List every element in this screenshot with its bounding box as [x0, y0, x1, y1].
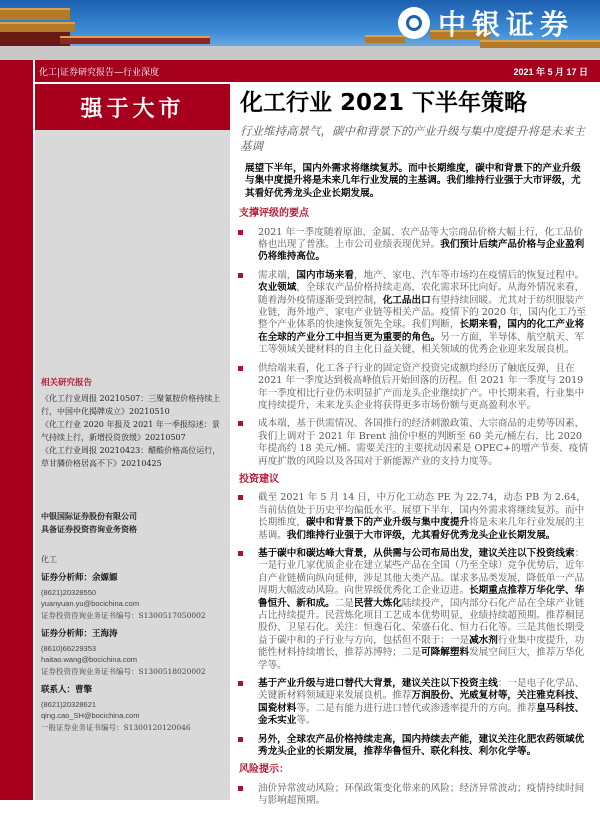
- bullet-point: [245, 734, 590, 759]
- body-text: 行业集中度提升，功能性材料持续增长，推荐苏博特；二是: [258, 634, 585, 659]
- related-report[interactable]: 《化工行业周报 20210423：醋酸价格高位运行，草甘膦价格居高不下》20210425: [41, 446, 221, 468]
- bullet-point: [245, 363, 590, 413]
- body-text: 油价异常波动风险；环保政策变化带来的风险；经济异常波动；疫情持续时间与影响超预期。: [258, 782, 585, 807]
- report-category: 化工|证券研究报告—行业深度: [39, 67, 160, 78]
- related-report[interactable]: 《化工行业周报 20210507：三聚氰胺价格持续上行，中国中化揭牌成立》20210510: [41, 394, 221, 416]
- bold-text: 农业领域: [258, 282, 297, 294]
- brand-banner: [0, 0, 600, 60]
- body-text: 截至 2021 年 5 月 14 日，中万化工动态 PE 为 22.74，动态 PB 为 2.64，当前估值处于历史平均偏低水平。展望下半年，国内外需求将继续复苏。而中长期维度，: [258, 492, 586, 529]
- bold-text: 万润股份、光威复材等，关注雅克科技、国瓷材料: [258, 690, 585, 714]
- related-heading: 相关研究报告: [41, 378, 93, 388]
- analyst-name: 证券分析师：余嫄嫄: [41, 573, 118, 583]
- analyst-cert: 一般证券业务证书编号：S1300120120046: [41, 722, 191, 732]
- company-name: 中银国际证券股份有限公司: [41, 511, 137, 521]
- analyst-email[interactable]: qing.cao_SH@bocichina.com: [41, 711, 140, 720]
- body-text: ：一是行业几家优质企业在建立某些产品在全国（乃至全球）竞争优势后，近年自产业链横向纵向延伸，涉足其他大类产品。谋求多品类发展，降低单一产品周期大幅波动风险。向世界级优秀化工企业迈进。: [258, 547, 585, 597]
- page-subtitle: 行业维持高景气，碳中和背景下的产业升级与集中度提升将是未来主基调: [240, 124, 585, 153]
- body-text: 二是: [334, 597, 354, 609]
- analyst-email[interactable]: yuanyuan.yu@bocichina.com: [41, 599, 140, 608]
- brand-logo: [398, 3, 574, 43]
- bullet-point: [245, 227, 590, 264]
- company-qualification: 具备证券投资咨询业务资格: [41, 524, 137, 534]
- brand-name: 中银证券: [438, 8, 575, 41]
- bold-text: 皇马科技、金禾实业: [258, 702, 585, 727]
- bold-text: 基于碳中和碳达峰大背景，从供需与公司布局出发，建议关注以下投资线索: [258, 547, 575, 559]
- bullet-point: [245, 548, 590, 672]
- report-date: 2021 年 5 月 17 日: [513, 66, 588, 77]
- bold-text: 民营大炼化: [353, 597, 402, 609]
- body-text: 发展空间巨大，推荐万华化学等。: [258, 647, 585, 671]
- analyst-card: [41, 685, 224, 733]
- bold-text: 另外，全球农产品价格持续走高，国内持续去产能，建议关注化肥农药领域优秀龙头企业的长期发展，推荐华鲁恒升、联化科技、利尔化学等。: [258, 733, 585, 758]
- boc-logo-icon: [398, 7, 430, 39]
- analyst-name: 证券分析师：王海涛: [41, 629, 118, 639]
- body-text: 供给端来看，化工各子行业的固定资产投资完成额均经历了触底反弹，且在 2021 年一季度达到极高峰值后开始回落的历程。但 2021 年一季度与 2019 年一季度相比行业仍未明显扩产而龙头企业继续扩产。中长期来看，行业集中度持续提升，未来龙头企业将获得更多市场份额与更高盈利水平。: [258, 362, 585, 411]
- bold-text: 碳中和背景下的产业升级与集中度提升: [305, 517, 470, 529]
- section-heading: 风险提示：: [239, 764, 289, 776]
- rating-badge: 强于大市: [35, 84, 230, 130]
- body-text: 等。二是有能力进行进口替代或渗透率提升的方向。推荐: [296, 702, 537, 714]
- analyst-cert: 证券投资咨询业务证书编号：S1300517050002: [41, 610, 206, 620]
- bullet-point: [245, 270, 590, 357]
- body-text: ，全球农产品价格持续走高，农化需求环比向好。从海外情况来看，随着海外疫情逐渐受到控制，: [258, 282, 585, 306]
- bold-text: 国内市场来看: [296, 269, 354, 281]
- bullet-point: [245, 492, 590, 542]
- sidebar: [35, 130, 230, 800]
- body-text: 2021 年一季度随着原油、金属、农产品等大宗商品价格大幅上行，化工品价格也出现了普涨。上市公司业绩表现优异。: [258, 226, 583, 251]
- page-title: 化工行业 2021 下半年策略: [240, 90, 528, 116]
- body-text: ：一是电子化学品、关键新材料领域迎来发展良机。推荐: [258, 678, 585, 702]
- bullet-point: [245, 678, 590, 728]
- bullet-point: [245, 418, 590, 468]
- bold-text: 我们维持行业强于大市评级，尤其看好优秀龙头企业长期发展。: [286, 529, 556, 541]
- analyst-cert: 证券投资咨询业务证书编号：S1300518020002: [41, 666, 206, 676]
- report-body: [239, 163, 590, 814]
- industry-label: 化工: [41, 555, 57, 564]
- bold-text: 长期重点推荐万华化学、华鲁恒升、新和成。: [258, 585, 585, 609]
- body-text: 等。: [296, 715, 316, 727]
- analyst-card: [41, 629, 224, 677]
- body-text: 需求端，: [258, 269, 297, 281]
- analyst-phone: (8610)66229353: [41, 643, 97, 653]
- bold-text: 基于产业升级与进口替代大背景，建议关注以下投资主线: [258, 678, 498, 690]
- related-reports: [41, 376, 224, 470]
- bold-text: 减水剂: [469, 634, 498, 646]
- body-text: 陆续投产，国内部分石化产品在全球产业链占比持续提升。民营炼化项目工艺成本优势明显，业绩持续超预期。推荐桐昆股份、卫星石化。关注：恒逸石化、荣盛石化、恒力石化等。三是其他长期受益于碳中和的子行业与方向，包括但不限于：一是: [258, 597, 585, 646]
- bold-text: 化工品出口: [382, 294, 431, 306]
- body-text: 另一方面，半导体、航空航天、军工等领域关键材料的自主化日益关键，相关领域的优秀企业迎来发展良机。: [258, 331, 585, 356]
- analyst-name: 联系人：曹擎: [41, 685, 93, 695]
- section-heading: 投资建议: [239, 473, 279, 485]
- analyst-card: [41, 573, 224, 621]
- summary: 展望下半年，国内外需求将继续复苏。而中长期维度，碳中和背景下的产业升级与集中度提升将是未来几年行业发展的主基调。我们维持行业强于大市评级，尤其看好优秀龙头企业长期发展。: [245, 163, 581, 199]
- report-header-bar: [33, 60, 600, 82]
- bold-text: 我们预计后续产品价格与企业盈利仍将维持高位。: [258, 239, 585, 263]
- body-text: ，地产、家电、汽车等市场均在疫情后的恢复过程中。: [353, 269, 585, 281]
- left-accent-strip: [0, 60, 33, 800]
- company-info: [41, 510, 224, 536]
- analyst-phone: (8621)20328550: [41, 587, 97, 597]
- body-text: 成本端，基于供需情况、各国推行的经济刺激政策、大宗商品的走势等因素，我们上调对于 2021 年 Brent 油价中枢的判断至 60 美元/桶左右，比 2020 年提高约 18 美元/桶。需要关注的主要扰动因素是 OPEC+的增产节奏、疫情再度扩散的风险以及各国对于新能源产业的支持力度等。: [258, 418, 588, 467]
- bold-text: 可降解塑料: [421, 647, 470, 659]
- bold-text: 长期来看，国内的化工产业将在全球的产业分工中担当更为重要的角色。: [258, 319, 585, 343]
- body-text: 将是未来几年行业发展的主基调。: [258, 517, 585, 541]
- related-report[interactable]: 《化工行业 2020 年报及 2021 年一季报综述：景气持续上行，新增投资放缓》20210507: [41, 420, 220, 442]
- analyst-email[interactable]: haitao.wang@bocichina.com: [41, 655, 138, 664]
- body-text: 有望持续回暖。尤其对于纺织服装产业链，海外地产、家电产业链等相关产品。疫情下的 2020 年，国内化工乃至整个产业体系的快速恢复领先全球。我们判断，: [258, 294, 586, 331]
- bullet-point: [245, 783, 590, 808]
- analyst-phone: (8621)20328621: [41, 699, 97, 709]
- section-heading: 支撑评级的要点: [239, 208, 309, 220]
